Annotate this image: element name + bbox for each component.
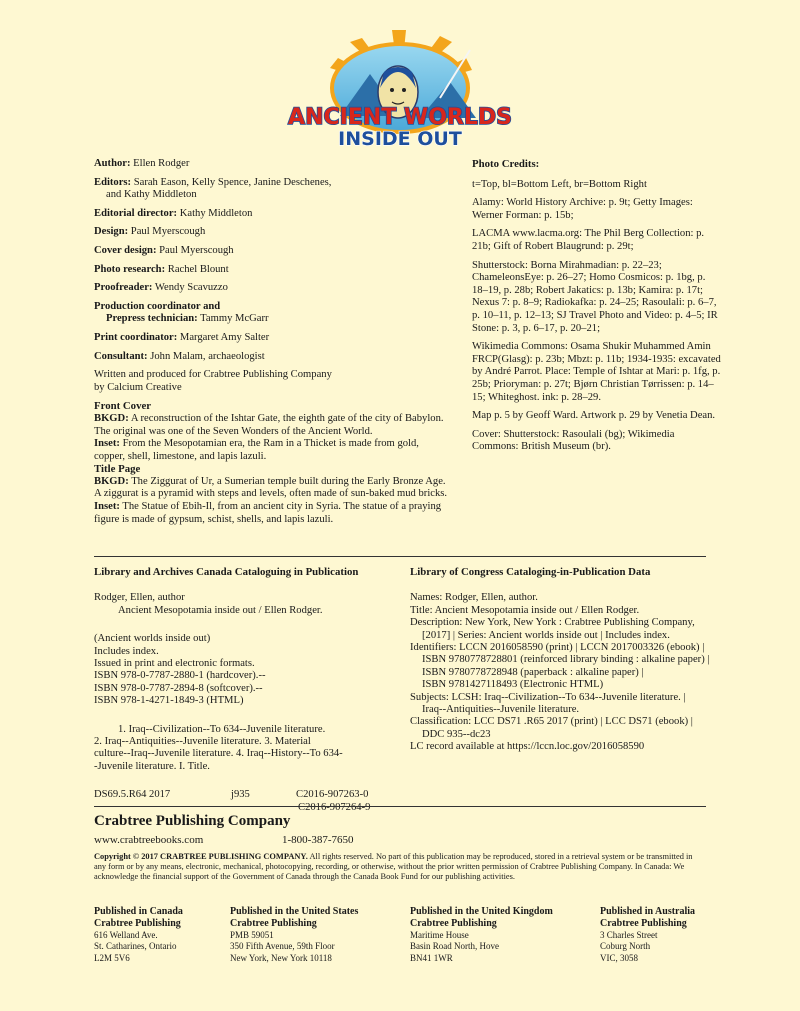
photo-credit-item: Cover: Shutterstock: Rasoulali (bg); Wikimedia Commons: British Museum (br). <box>472 428 675 453</box>
cip-classification: DS69.5.R64 2017 j935 C2016-907263-0 C2016-907264-9 <box>94 789 371 814</box>
loc-cip-line: ISBN 9781427118493 (Electronic HTML) <box>422 679 604 691</box>
loc-cip-line: [2017] | Series: Ancient worlds inside out | Includes index. <box>422 629 670 641</box>
copyright-notice: Copyright © 2017 CRABTREE PUBLISHING COMPANY. All rights reserved. No part of this publication may be reproduced, stored in a retrieval system or be transmitted in any form or by any means, electronic, mechanical, photocopying, recording, or otherwise, without the prior written permission of Crabtree Publishing Company. In Canada: We acknowledge the financial support of the Government of Canada through the Canada Book Fund for our publishing activities. <box>94 852 693 882</box>
cip-note: ISBN 978-0-7787-2894-8 (softcover).-- <box>94 682 263 694</box>
loc-cip-line: ISBN 9780778728948 (paperback : alkaline paper) | <box>422 666 644 678</box>
publisher-contact <box>94 834 494 846</box>
loc-cip-lines <box>410 592 720 753</box>
loc-cip-line: LC record available at https://lccn.loc.gov/2016058590 <box>410 741 645 753</box>
cip-title: Ancient Mesopotamia inside out / Ellen Rodger. <box>118 604 323 616</box>
credit-photo-research: Photo research: Rachel Blount <box>94 263 229 275</box>
photo-credit-item: Map p. 5 by Geoff Ward. Artwork p. 29 by Venetia Dean. <box>472 410 716 422</box>
publisher-website[interactable]: www.crabtreebooks.com <box>94 834 204 846</box>
ancient-worlds-logo <box>288 28 512 150</box>
logo-line1: ANCIENT WORLDS <box>288 105 512 130</box>
loc-cip-line: ISBN 9780778728801 (reinforced library binding : alkaline paper) | <box>422 654 710 666</box>
credit-print-coordinator: Print coordinator: Margaret Amy Salter <box>94 331 270 343</box>
canada-cip-heading: Library and Archives Canada Cataloguing in Publication <box>94 566 359 578</box>
credit-cover-design: Cover design: Paul Myerscough <box>94 244 234 256</box>
loc-cip-block <box>410 566 720 754</box>
photo-credit-item: t=Top, bl=Bottom Left, br=Bottom Right <box>472 178 647 190</box>
loc-cip-line: Title: Ancient Mesopotamia inside out / Ellen Rodger. <box>410 604 640 616</box>
title-page-notes: Title Page BKGD: The Ziggurat of Ur, a Sumerian temple built during the Early Bronze Age. A ziggurat is a pyramid with steps and levels, often made of sun-baked mud bricks. Inset: The Statue of Ebih-Il, from an ancient city in Syria. The statue of a praying figure is made of gypsum, schist, shells, and lapis lazuli. <box>94 463 448 525</box>
cip-subjects: 1. Iraq--Civilization--To 634--Juvenile literature. 2. Iraq--Antiquities--Juvenile literature. 3. Material culture--Iraq--Juvenile literature. 4. Iraq--History--To 634--Juvenile literature. I. Title. <box>94 723 343 772</box>
loc-cip-line: Description: New York, New York : Crabtree Publishing Company, <box>410 617 695 629</box>
cip-note: ISBN 978-0-7787-2880-1 (hardcover).-- <box>94 670 266 682</box>
cip-note: ISBN 978-1-4271-1849-3 (HTML) <box>94 695 244 707</box>
produced-by: Written and produced for Crabtree Publishing Company by Calcium Creative <box>94 369 332 393</box>
cip-author: Rodger, Ellen, author <box>94 592 185 604</box>
loc-cip-line: Classification: LCC DS71 .R65 2017 (print) | LCC DS71 (ebook) | <box>410 716 693 728</box>
cip-note: (Ancient worlds inside out) <box>94 633 211 645</box>
photo-credits-heading: Photo Credits: <box>472 158 540 170</box>
photo-credit-item: Alamy: World History Archive: p. 9t; Getty Images: Werner Forman: p. 15b; <box>472 197 693 221</box>
office-australia: Published in Australia Crabtree Publishing 3 Charles Street Coburg North VIC, 3058 <box>600 906 696 963</box>
title-page-heading: Title Page <box>94 463 141 476</box>
credit-editors: Editors: Sarah Eason, Kelly Spence, Janine Deschenes, and Kathy Middleton <box>94 176 332 201</box>
credit-design: Design: Paul Myerscough <box>94 226 206 238</box>
publisher-name: Crabtree Publishing Company <box>94 813 291 829</box>
publisher-phone: 1-800-387-7650 <box>282 834 354 846</box>
credit-proofreader: Proofreader: Wendy Scavuzzo <box>94 282 228 294</box>
credit-editorial-director: Editorial director: Kathy Middleton <box>94 207 253 219</box>
credit-consultant: Consultant: John Malam, archaeologist <box>94 350 265 362</box>
photo-credit-item: LACMA www.lacma.org: The Phil Berg Collection: p. 21b; Gift of Robert Blaugrund: p. 29t; <box>472 228 705 252</box>
photo-credits-column <box>472 158 722 460</box>
divider-top <box>94 556 706 557</box>
loc-cip-line: Identifiers: LCCN 2016058590 (print) | LCCN 2017003326 (ebook) | <box>410 642 705 654</box>
office-united-states: Published in the United States Crabtree Publishing PMB 59051 350 Fifth Avenue, 59th Floor New York, New York 10118 <box>230 906 359 963</box>
loc-cip-line: Names: Rodger, Ellen, author. <box>410 592 538 604</box>
credit-author: Author: Ellen Rodger <box>94 158 190 169</box>
loc-cip-heading: Library of Congress Cataloging-in-Publication Data <box>410 566 651 578</box>
front-cover-notes: Front Cover BKGD: A reconstruction of the Ishtar Gate, the eighth gate of the city of Babylon. The original was one of the Seven Wonders of the Ancient World. Inset: From the Mesopotamian era, the Ram in a Thicket is made from gold, copper, shell, limestone, and lapis lazuli. <box>94 400 449 463</box>
credit-production: Production coordinator and Prepress technician: Tammy McGarr <box>94 300 269 325</box>
credits-column <box>94 158 449 526</box>
front-cover-heading: Front Cover <box>94 400 152 413</box>
divider-bottom <box>94 806 706 807</box>
cip-note: Includes index. <box>94 645 159 657</box>
canada-cip-block <box>94 566 404 815</box>
office-canada: Published in Canada Crabtree Publishing 616 Welland Ave. St. Catharines, Ontario L2M 5V6 <box>94 906 183 963</box>
loc-cip-line: DDC 935--dc23 <box>422 728 491 740</box>
photo-credit-item: Shutterstock: Borna Mirahmadian: p. 22–23; ChameleonsEye: p. 26–27; Homo Cosmicos: p. 1bg, p. 18–19, p. 28b; Robert Jakatics: p. 13b; Kamira: p. 17t; Nexus 7: p. 8–9; Radiokafka: p. 24–25; Rasoulali: p. 6–7, p. 10–11, p. 12–13; SJ Travel Photo and Video: p. 4–5; IR Stone: p. 3, p. 6–17, p. 20–21; <box>472 259 718 334</box>
office-united-kingdom: Published in the United Kingdom Crabtree Publishing Maritime House Basin Road North, Hove BN41 1WR <box>410 906 553 963</box>
cip-note: Issued in print and electronic formats. <box>94 658 255 670</box>
loc-cip-line: Iraq--Antiquities--Juvenile literature. <box>422 704 580 716</box>
loc-cip-line: Subjects: LCSH: Iraq--Civilization--To 634--Juvenile literature. | <box>410 691 686 703</box>
logo-line2: INSIDE OUT <box>338 128 462 150</box>
photo-credit-item: Wikimedia Commons: Osama Shukir Muhammed Amin FRCP(Glasg): p. 23b; Mbzt: p. 11b; 1934-1935: excavated by André Parrot. Place: Temple of Ishtar at Mari: p. 1fg, p. 25b; Prioryman: p. 27t; Bjørn Christian Tørrissen: p. 14–15; Whiteghost. ink: p. 28–29. <box>472 341 721 403</box>
